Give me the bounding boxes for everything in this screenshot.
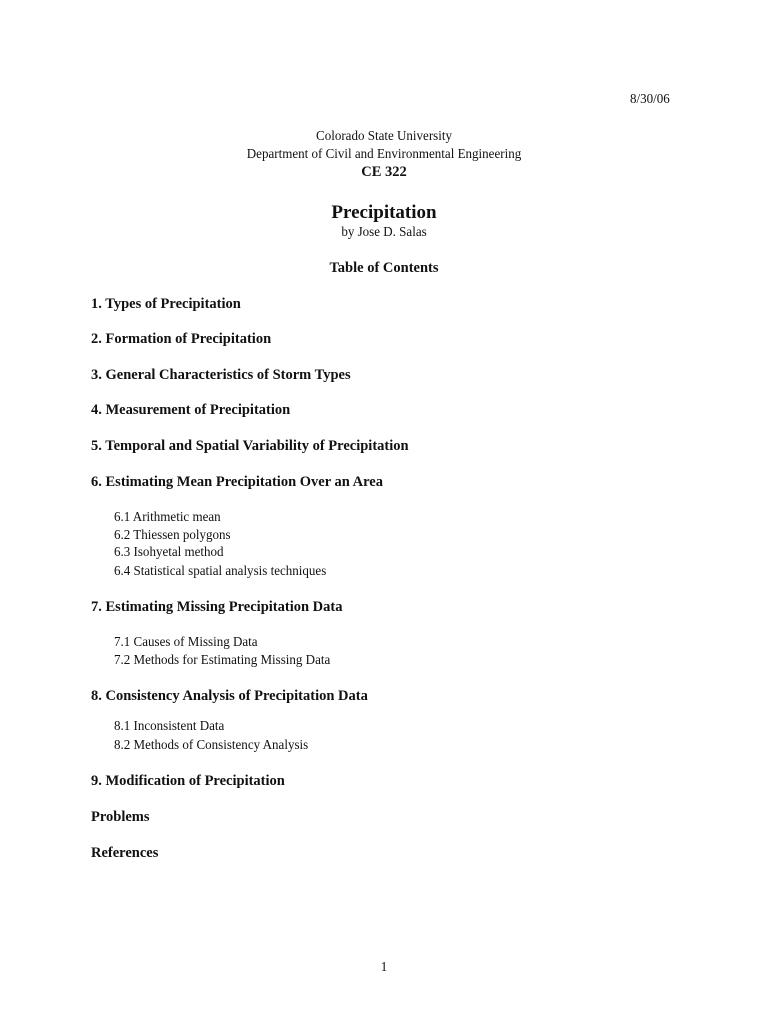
page-number: 1: [380, 960, 388, 975]
department-name: Department of Civil and Environmental Engineering: [246, 147, 522, 162]
toc-subitem-7-1: 7.1 Causes of Missing Data: [114, 635, 258, 650]
toc-item-9: 9. Modification of Precipitation: [91, 773, 285, 789]
toc-item-3: 3. General Characteristics of Storm Types: [91, 367, 351, 383]
author: by Jose D. Salas: [341, 225, 427, 240]
toc-item-references: References: [91, 845, 159, 861]
toc-subitem-8-2: 8.2 Methods of Consistency Analysis: [114, 738, 309, 753]
toc-item-4: 4. Measurement of Precipitation: [91, 402, 291, 418]
date: 8/30/06: [630, 92, 670, 107]
toc-item-8: 8. Consistency Analysis of Precipitation Data: [91, 688, 368, 704]
toc-subitem-6-2: 6.2 Thiessen polygons: [114, 528, 231, 543]
toc-subitem-7-2: 7.2 Methods for Estimating Missing Data: [114, 653, 331, 668]
toc-subitem-6-4: 6.4 Statistical spatial analysis techniques: [114, 564, 327, 579]
university-name: Colorado State University: [316, 129, 452, 144]
toc-item-problems: Problems: [91, 809, 150, 825]
toc-item-1: 1. Types of Precipitation: [91, 296, 241, 312]
toc-heading: Table of Contents: [329, 260, 439, 276]
toc-subitem-8-1: 8.1 Inconsistent Data: [114, 719, 225, 734]
toc-subitem-6-1: 6.1 Arithmetic mean: [114, 510, 221, 525]
toc-subitem-6-3: 6.3 Isohyetal method: [114, 545, 224, 560]
toc-item-5: 5. Temporal and Spatial Variability of Precipitation: [91, 438, 409, 454]
document-title: Precipitation: [331, 202, 437, 223]
toc-item-7: 7. Estimating Missing Precipitation Data: [91, 599, 343, 615]
course-code: CE 322: [361, 164, 407, 180]
toc-item-6: 6. Estimating Mean Precipitation Over an Area: [91, 474, 383, 490]
toc-item-2: 2. Formation of Precipitation: [91, 331, 272, 347]
